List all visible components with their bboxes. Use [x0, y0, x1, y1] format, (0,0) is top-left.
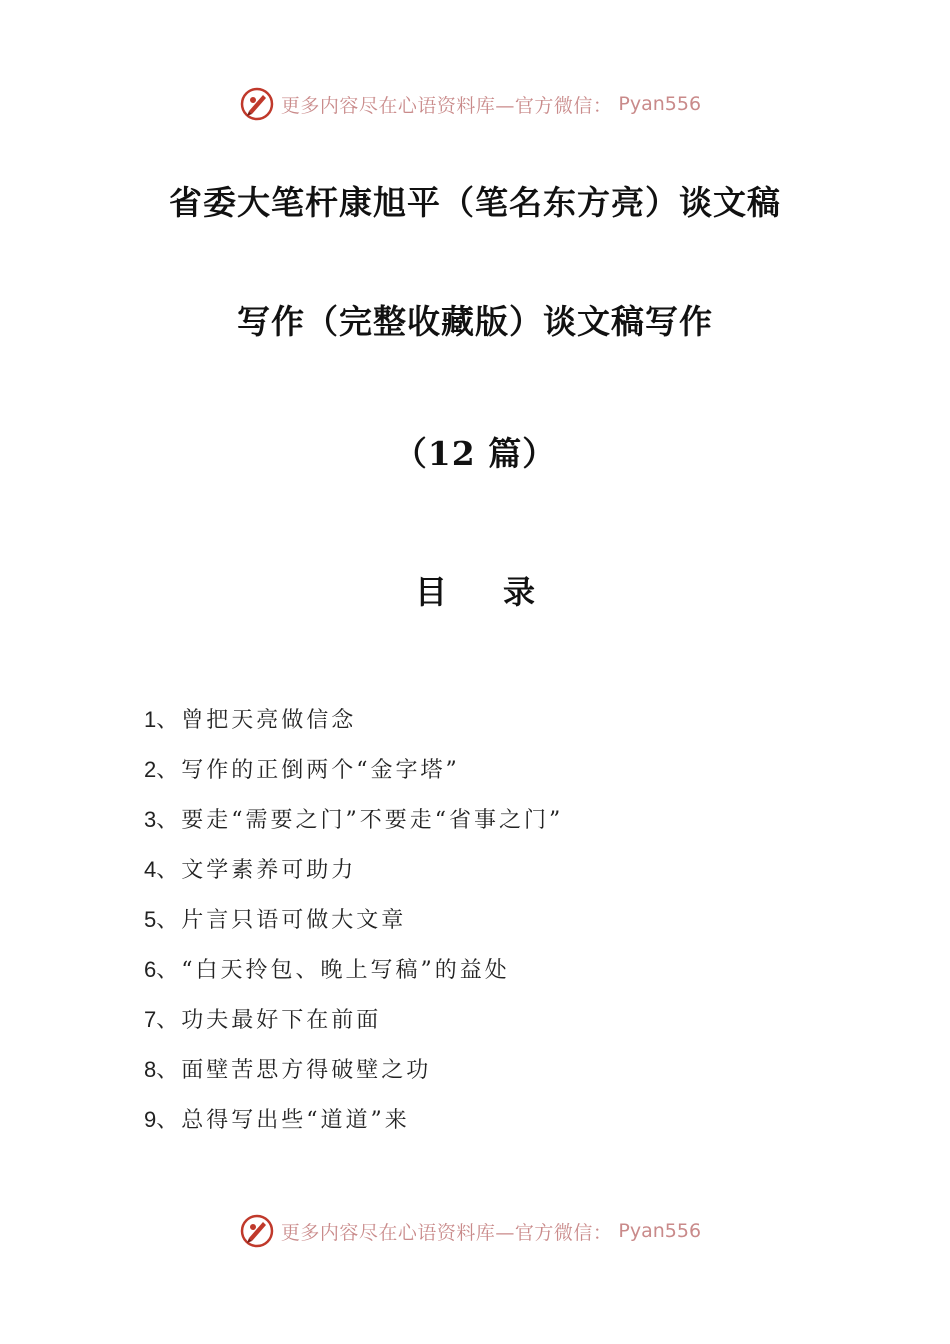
- toc-item: [144, 800, 563, 850]
- toc-item-text: 、要走“需要之门”不要走“省事之门”: [156, 808, 564, 833]
- watermark-banner-top: [0, 84, 950, 124]
- toc-item: [144, 950, 563, 1000]
- document-title-line-1: 省委大笔杆康旭平（笔名东方亮）谈文稿: [169, 183, 781, 222]
- toc-item-text: 、曾把天亮做信念: [156, 708, 357, 733]
- watermark-text: 更多内容尽在心语资料库—官方微信：: [280, 1221, 613, 1244]
- toc-item-text: 、写作的正倒两个“金字塔”: [156, 758, 460, 783]
- watermark-wechat-id: Pyan556: [618, 93, 702, 115]
- toc-item-text: 、功夫最好下在前面: [156, 1008, 382, 1033]
- toc-item-number: 1: [144, 707, 157, 732]
- toc-item-text: 、总得写出些“道道”来: [156, 1108, 410, 1133]
- toc-item: [144, 1100, 563, 1150]
- watermark-text: 更多内容尽在心语资料库—官方微信：: [280, 94, 613, 117]
- pen-logo-icon: [239, 86, 275, 122]
- toc-item-text: 、文学素养可助力: [156, 858, 357, 883]
- toc-item: [144, 700, 563, 750]
- toc-item-number: 4: [144, 857, 157, 882]
- toc-item-text: 、片言只语可做大文章: [156, 908, 407, 933]
- toc-item: [144, 750, 563, 800]
- toc-item-number: 9: [144, 1107, 157, 1132]
- toc-item-number: 2: [144, 757, 157, 782]
- pen-logo-icon: [239, 1213, 275, 1249]
- document-title-line-2: 写作（完整收藏版）谈文稿写作: [237, 302, 713, 341]
- toc-item-number: 3: [144, 807, 157, 832]
- toc-item: [144, 1000, 563, 1050]
- toc-list: [144, 700, 563, 1150]
- toc-item-number: 8: [144, 1057, 157, 1082]
- toc-item: [144, 850, 563, 900]
- watermark-wechat-id: Pyan556: [618, 1220, 702, 1242]
- document-title-line-3: （12 篇）: [393, 434, 557, 473]
- toc-item-number: 5: [144, 907, 157, 932]
- toc-item-number: 7: [144, 1007, 157, 1032]
- toc-item-text: 、面壁苦思方得破壁之功: [156, 1058, 432, 1083]
- toc-item-number: 6: [144, 957, 157, 982]
- toc-item: [144, 900, 563, 950]
- toc-item-text: 、“白天拎包、晚上写稿”的益处: [156, 958, 510, 983]
- toc-heading: 目录: [414, 573, 591, 611]
- watermark-banner-bottom: [0, 1211, 950, 1251]
- toc-item: [144, 1050, 563, 1100]
